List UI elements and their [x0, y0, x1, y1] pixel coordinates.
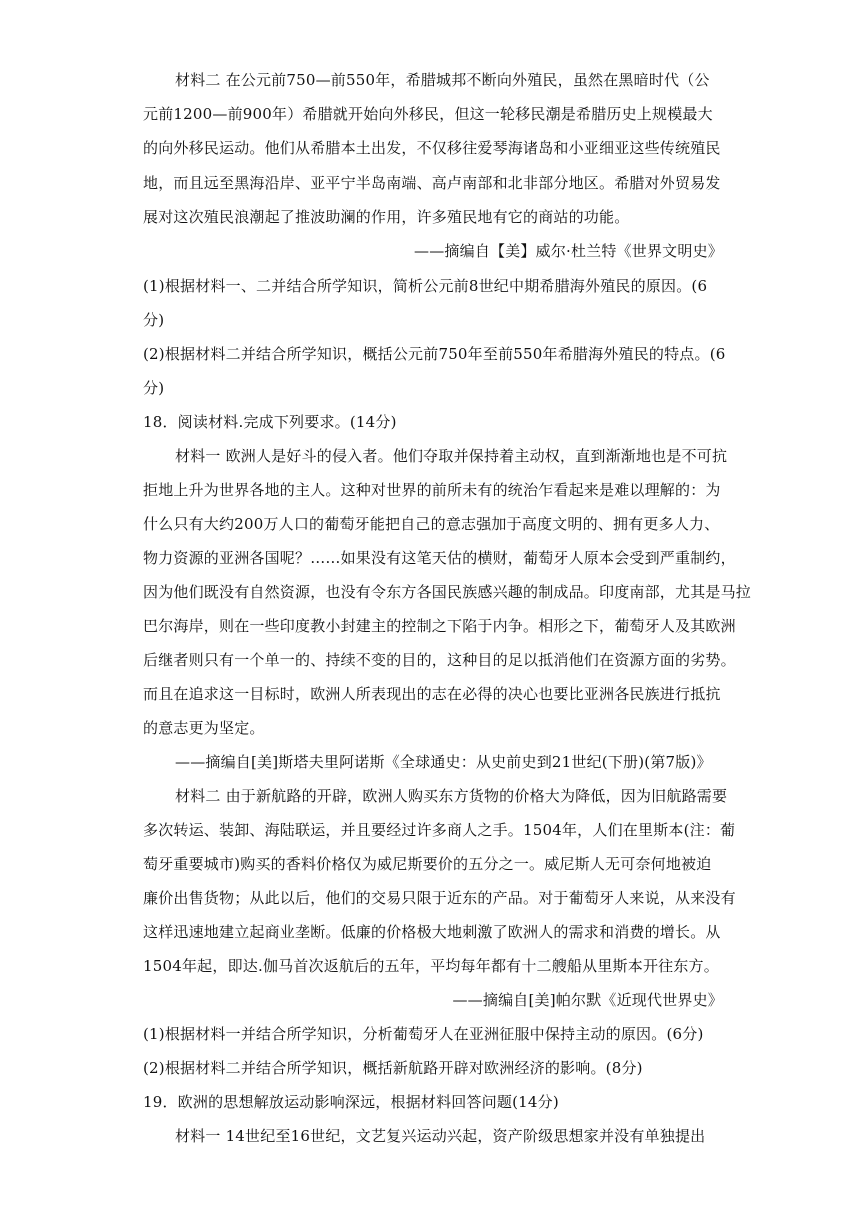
- paragraph-line: 这样迅速地建立起商业垄断。低廉的价格极大地刺激了欧洲人的需求和消费的增长。从: [143, 923, 721, 941]
- material-one-text: 材料一 欧洲人是好斗的侵入者。他们夺取并保持着主动权，直到渐渐地也是不可抗: [175, 447, 728, 465]
- paragraph-line: 萄牙重要城市)购买的香料价格仅为威尼斯要价的五分之一。威尼斯人无可奈何地被迫: [143, 855, 712, 873]
- question-18-heading: 18．阅读材料.完成下列要求。(14分): [143, 413, 397, 431]
- paragraph-line: 元前1200—前900年）希腊就开始向外移民，但这一轮移民潮是希腊历史上规模最大: [143, 105, 713, 123]
- paragraph-line: 地，而且远至黑海沿岸、亚平宁半岛南端、高卢南部和北非部分地区。希腊对外贸易发: [143, 174, 721, 192]
- question-17-2: (2)根据材料二并结合所学知识，概括公元前750年至前550年希腊海外殖民的特点。(6: [143, 345, 726, 363]
- paragraph-line: 后继者则只有一个单一的、持续不变的目的，这种目的足以抵消他们在资源方面的劣势。: [143, 651, 736, 669]
- source-citation: ——摘编自【美】威尔·杜兰特《世界文明史》: [414, 242, 723, 260]
- question-18-2: (2)根据材料二并结合所学知识，概括新航路开辟对欧洲经济的影响。(8分): [143, 1059, 643, 1077]
- material-two-text: 材料二 在公元前750—前550年，希腊城邦不断向外殖民，虽然在黑暗时代（公: [175, 71, 710, 89]
- source-citation: ——摘编自[美]斯塔夫里阿诺斯《全球通史：从史前史到21世纪(下册)(第7版)》: [175, 753, 712, 771]
- question-17-2-score: 分): [143, 379, 165, 397]
- material-one-text: 材料一 14世纪至16世纪，文艺复兴运动兴起，资产阶级思想家并没有单独提出: [175, 1127, 706, 1145]
- question-19-heading: 19．欧洲的思想解放运动影响深远，根据材料回答问题(14分): [143, 1093, 559, 1111]
- paragraph-line: 因为他们既没有自然资源，也没有令东方各国民族感兴趣的制成品。印度南部，尤其是马拉: [143, 583, 752, 601]
- question-17-1: (1)根据材料一、二并结合所学知识，简析公元前8世纪中期希腊海外殖民的原因。(6: [143, 277, 708, 295]
- question-18-1: (1)根据材料一并结合所学知识，分析葡萄牙人在亚洲征服中保持主动的原因。(6分): [143, 1025, 704, 1043]
- paragraph-line: 拒地上升为世界各地的主人。这种对世界的前所未有的统治乍看起来是难以理解的：为: [143, 481, 721, 499]
- material-two-text: 材料二 由于新航路的开辟，欧洲人购买东方货物的价格大为降低，因为旧航路需要: [175, 787, 728, 805]
- paragraph-line: 的意志更为坚定。: [143, 719, 265, 737]
- paragraph-line: 而且在追求这一目标时，欧洲人所表现出的志在必得的决心也要比亚洲各民族进行抵抗: [143, 685, 721, 703]
- paragraph-line: 什么只有大约200万人口的葡萄牙能把自己的意志强加于高度文明的、拥有更多人力、: [143, 515, 720, 533]
- paragraph-line: 的向外移民运动。他们从希腊本土出发，不仅移往爱琴海诸岛和小亚细亚这些传统殖民: [143, 139, 721, 157]
- paragraph-line: 多次转运、装卸、海陆联运，并且要经过许多商人之手。1504年，人们在里斯本(注：葡: [143, 821, 736, 839]
- paragraph-line: 巴尔海岸，则在一些印度教小封建主的控制之下陷于内争。相形之下，葡萄牙人及其欧洲: [143, 617, 736, 635]
- source-citation: ——摘编自[美]帕尔默《近现代世界史》: [452, 991, 723, 1009]
- paragraph-line: 展对这次殖民浪潮起了推波助澜的作用，许多殖民地有它的商站的功能。: [143, 208, 630, 226]
- paragraph-line: 物力资源的亚洲各国呢？……如果没有这笔天估的横财，葡萄牙人原本会受到严重制约，: [143, 549, 736, 567]
- paragraph-line: 廉价出售货物；从此以后，他们的交易只限于近东的产品。对于葡萄牙人来说，从来没有: [143, 889, 736, 907]
- question-17-1-score: 分): [143, 311, 165, 329]
- paragraph-line: 1504年起，即达.伽马首次返航后的五年，平均每年都有十二艘船从里斯本开往东方。: [143, 957, 719, 975]
